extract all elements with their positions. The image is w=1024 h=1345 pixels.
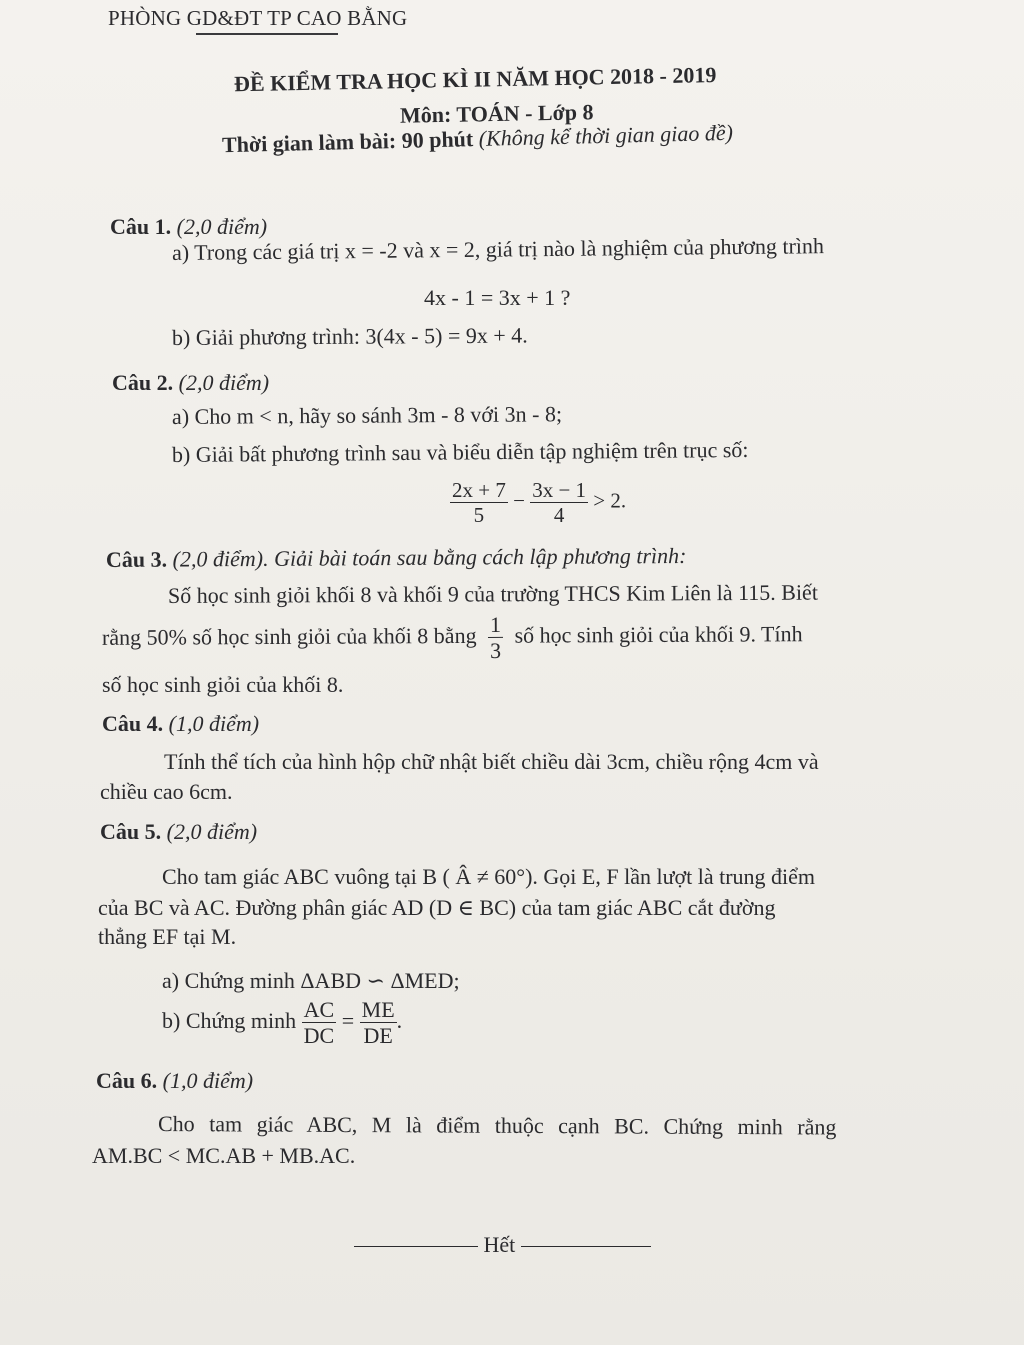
end-rule-left: [354, 1246, 478, 1247]
question-2-label: Câu 2.: [112, 370, 174, 395]
question-6-label: Câu 6.: [96, 1068, 158, 1093]
question-1a: a) Trong các giá trị x = -2 và x = 2, giá trị nào là nghiệm của phương trình: [171, 233, 825, 265]
inequality-tail: > 2.: [593, 488, 627, 513]
question-5b-equals: =: [341, 1007, 355, 1033]
question-5-line-1: Cho tam giác ABC vuông tại B ( Â ≠ 60°). Gọi E, F lần lượt là trung điểm: [162, 864, 816, 889]
question-5-points: (2,0 điểm): [166, 819, 258, 844]
department-name: PHÒNG GD&ĐT TP CAO BẰNG: [108, 6, 408, 30]
time-note: (Không kể thời gian giao đề): [478, 119, 734, 151]
question-1-heading: [110, 214, 267, 240]
question-1-points: (2,0 điểm): [176, 214, 268, 239]
question-3-line-2-before: rằng 50% số học sinh giỏi của khối 8 bằng: [101, 622, 477, 650]
question-5-line-3: thẳng EF tại M.: [98, 924, 237, 949]
question-3-line-3: số học sinh giỏi của khối 8.: [102, 672, 344, 697]
question-4-line-1: Tính thể tích của hình hộp chữ nhật biết chiều dài 3cm, chiều rộng 4cm và: [164, 749, 819, 774]
question-5b-text: b) Chứng minh: [162, 1007, 297, 1033]
question-2-heading: [112, 370, 269, 396]
question-4-label: Câu 4.: [102, 711, 164, 736]
question-3-line-2-after: số học sinh giỏi của khối 9. Tính: [514, 621, 803, 648]
end-rule-right: [521, 1246, 651, 1247]
question-5b: [162, 997, 402, 1049]
fraction-2-denominator: 4: [553, 503, 565, 528]
question-1a-equation: 4x - 1 = 3x + 1 ?: [424, 285, 571, 310]
question-5-heading: [100, 819, 257, 845]
question-5b-fraction-1: [302, 997, 337, 1049]
question-3-fraction: [488, 612, 503, 664]
question-2b-inequality: [450, 478, 626, 527]
question-5-line-2: của BC và AC. Đường phân giác AD (D ∈ BC) của tam giác ABC cắt đường: [98, 895, 776, 920]
question-3-fraction-numerator: 1: [488, 612, 503, 638]
question-4-heading: [102, 711, 259, 737]
question-3-heading: [106, 543, 687, 573]
fraction-1-denominator: 5: [473, 503, 485, 528]
question-3-task: (2,0 điểm). Giải bài toán sau bằng cách lập phương trình:: [172, 542, 687, 572]
question-1-label: Câu 1.: [110, 214, 172, 239]
question-4-points: (1,0 điểm): [168, 711, 260, 736]
question-6-heading: [96, 1068, 253, 1094]
inequality-fraction-1: [450, 478, 508, 527]
end-text: Hết: [483, 1232, 516, 1257]
question-6-points: (1,0 điểm): [162, 1068, 254, 1093]
question-3-label: Câu 3.: [105, 546, 168, 572]
question-5a: a) Chứng minh ΔABD ∽ ΔMED;: [162, 968, 460, 993]
question-4-line-2: chiều cao 6cm.: [100, 779, 233, 804]
question-5b-fraction-1-numerator: AC: [303, 997, 335, 1022]
question-1b: b) Giải phương trình: 3(4x - 5) = 9x + 4.: [171, 322, 528, 350]
question-5b-fraction-2-numerator: ME: [361, 997, 395, 1022]
exam-title: ĐỀ KIỂM TRA HỌC KÌ II NĂM HỌC 2018 - 2019: [233, 62, 717, 97]
question-3-line-1: Số học sinh giỏi khối 8 và khối 9 của trường THCS Kim Liên là 115. Biết: [167, 579, 818, 608]
question-5b-period: .: [396, 1007, 403, 1033]
question-5b-fraction-2: [360, 997, 397, 1049]
fraction-1-numerator: 2x + 7: [452, 478, 506, 502]
question-3-fraction-denominator: 3: [490, 638, 502, 664]
question-2a: a) Cho m < n, hãy so sánh 3m - 8 với 3n - 8;: [171, 401, 563, 429]
exam-time: [222, 120, 733, 158]
question-6-line-2: AM.BC < MC.AB + MB.AC.: [92, 1143, 356, 1168]
question-6-line-1: Cho tam giác ABC, M là điểm thuộc cạnh BC. Chứng minh rằng: [157, 1111, 837, 1140]
question-2b: b) Giải bất phương trình sau và biểu diễn tập nghiệm trên trục số:: [171, 436, 749, 467]
question-5b-fraction-2-denominator: DE: [363, 1023, 393, 1049]
minus-sign: −: [513, 488, 525, 513]
question-5-label: Câu 5.: [100, 819, 162, 844]
time-label: Thời gian làm bài: 90 phút: [221, 126, 474, 158]
exam-subject: Môn: TOÁN - Lớp 8: [399, 99, 594, 128]
inequality-fraction-2: [530, 478, 588, 527]
fraction-2-numerator: 3x − 1: [532, 478, 587, 502]
question-2-points: (2,0 điểm): [178, 370, 270, 395]
department-underline: [196, 33, 338, 35]
question-3-line-2: [102, 610, 803, 665]
end-marker: [354, 1232, 651, 1258]
question-5b-fraction-1-denominator: DC: [303, 1023, 335, 1049]
